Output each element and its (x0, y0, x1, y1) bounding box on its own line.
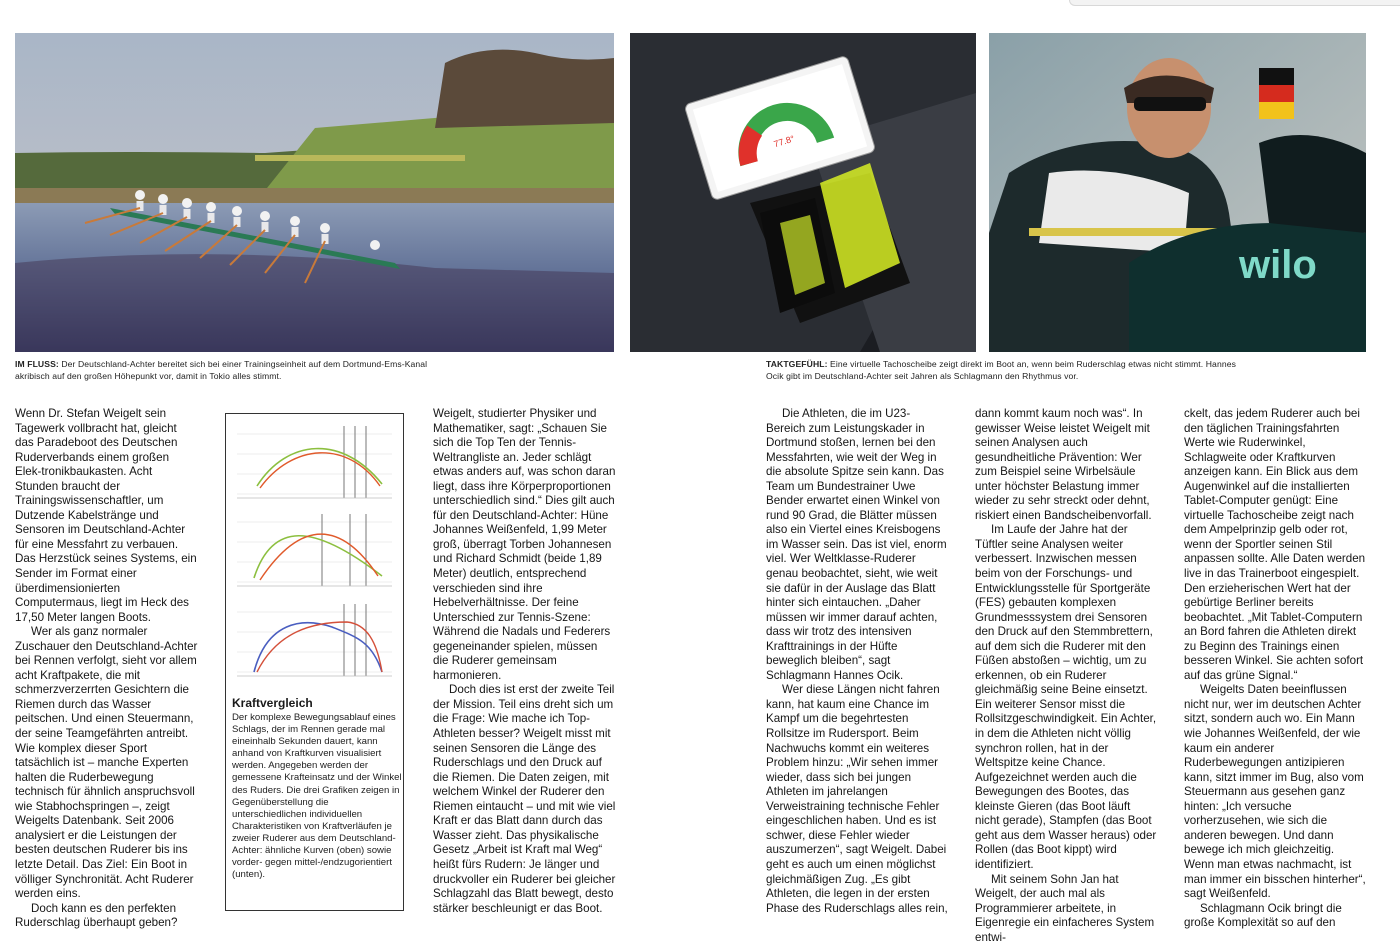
window-edge (1069, 0, 1400, 6)
article-column-3 (766, 407, 949, 916)
force-comparison-box (225, 413, 404, 911)
article-column-1 (15, 407, 198, 931)
paragraph: Weigelt, studierter Physiker und Mathematiker, sagt: „Schauen Sie sich die Top Ten der Tennis-Weltrangliste an. Jeder schlägt etwas anders auf, was schon daran liegt, dass ihre Körperproportionen unterschiedlich sind.“ Dies gilt auch für den Deutschland-Achter: Hüne Johannes Weißenfeld, 1,99 Meter groß, überragt Torben Johannesen und Richard Schmidt (beide 1,89 Meter) deutlich, entsprechend verschieden sind ihre Hebelverhältnisse. Der feine Unterschied zur Tennis-Szene: Während die Nadals und Federers gegeneinander spielen, müssen die Ruderer gemeinsam harmonieren. (433, 407, 616, 683)
paragraph: Wer diese Längen nicht fahren kann, hat kaum eine Chance im Kampf um die begehrtesten Rollsitze im Rudersport. Beim Nachwuchs kommt ein weiteres Problem hinzu: „Wir sehen immer wieder, dass sich bei jungen Athleten im jahrelangen Verweistraining technische Fehler eingeschlichen haben. Und es ist schwer, diese Fehler wieder auszumerzen“, sagt Weigelt. Dabei geht es auch um einen möglichst gleichmäßigen Zug. „Es gibt Athleten, die legen in der ersten Phase des Ruderschlags alles rein, (766, 683, 949, 916)
rowing-eight-on-canal-photo (15, 33, 614, 352)
article-column-4 (975, 407, 1158, 945)
caption-label: IM FLUSS: (15, 359, 59, 369)
paragraph: Weigelts Daten beeinflussen nicht nur, wer im deutschen Achter sitzt, sondern auch wo. Ein Mann wie Johannes Weißenfeld, der wie kaum ein anderer Ruderbewegungen antizipieren kann, sitzt immer im Bug, also vom Steuermann aus gesehen ganz hinten: „Ich versuche vorherzusehen, wie sich die anderen bewegen. Und dann bewege ich mich gleichzeitig. Wenn man etwas nachmacht, ist man immer ein bisschen hinterher“, sagt Weißenfeld. (1184, 683, 1366, 901)
tablet-photo-caption (766, 358, 1256, 382)
tablet-speedometer-in-boat-photo (630, 33, 976, 352)
paragraph: Doch dies ist erst der zweite Teil der Mission. Teil eins dreht sich um die Frage: Wie mache ich Top-Athleten besser? Weigelt misst mit seinen Sensoren die Länge des Ruderschlags und den Druck auf die Riemen. Die Daten zeigen, mit welchem Winkel der Ruderer den Riemen eintaucht – und mit wie viel Kraft er das Blatt dann durch das Wasser zieht. Das physikalische Gesetz „Arbeit ist Kraft mal Weg“ heißt fürs Rudern: Je länger und druckvoller ein Ruderer bei gleicher Schlagzahl das Blatt bewegt, desto stärker beschleunigt er das Boot. (433, 683, 616, 916)
paragraph: ckelt, das jedem Ruderer auch bei den täglichen Trainingsfahrten Werte wie Ruderwinkel, Schlagweite oder Kraftkurven anzeigen kann. Ein Blick aus dem Augenwinkel auf die installierten Tablet-Computer genügt: Eine virtuelle Tachoscheibe zeigt nach dem Ampelprinzip gelb oder rot, wenn der Sportler seinen Stil anpassen sollte. Alle Daten werden live in das Trainerboot eingespielt. Den erzieherischen Wert hat der gebürtige Berliner bereits beobachtet. „Mit Tablet-Computern an Bord fahren die Athleten direkt zu Beginn des Trainings einen besseren Winkel. Sie achten sofort auf das grüne Signal.“ (1184, 407, 1366, 683)
paragraph: Im Laufe der Jahre hat der Tüftler seine Analysen weiter verbessert. Inzwischen messen beim von der Forschungs- und Entwicklungsstelle für Sportgeräte (FES) gebauten komplexen Grundmesssystem drei Sensoren den Druck auf den Stemmbrettern, auf dem sich die Ruderer mit den Füßen abstoßen – wichtig, um zu erkennen, ob ein Ruderer gleichmäßig seine Beine einsetzt. Ein weiterer Sensor misst die Rollsitzgeschwindigkeit. Ein Achter, in dem die Athleten nicht völlig synchron rollen, hat in der Weltspitze keine Chance. Aufgezeichnet werden auch die Bewegungen des Bootes, das kleinste Gieren (das Boot läuft nicht gerade), Stampfen (das Boot geht aus dem Wasser heraus) oder Rollen (das Boot kippt) wird identifiziert. (975, 523, 1158, 872)
river-photo-caption (15, 358, 455, 382)
paragraph: Wer als ganz normaler Zuschauer den Deutschland-Achter bei Rennen verfolgt, sieht vor allem acht Kraftpakete, die mit schmerzverzerrten Gesichtern die Riemen durch das Wasser peitschen. Und einen Steuermann, der seine Teamgefährten antreibt. Wie komplex dieser Sport tatsächlich ist – manche Experten halten die Ruderbewegung technisch für ähnlich anspruchsvoll wie Stabhochspringen –, zeigt Weigelts Datenbank. Seit 2006 analysiert er die Leistungen der besten deutschen Ruderer bis ins letzte Detail. Das Ziel: Ein Boot in völliger Synchronität. Acht Ruderer werden eins. (15, 625, 198, 901)
wilo-logo: wilo (1238, 243, 1317, 287)
gauge-value: 77.8° (773, 133, 797, 149)
paragraph: Doch kann es den perfekten Ruderschlag überhaupt geben? (15, 902, 198, 931)
box-title: Kraftvergleich (232, 696, 313, 710)
paragraph: Die Athleten, die im U23-Bereich zum Leistungskader in Dortmund stoßen, lernen bei den Messfahrten, wie weit der Weg in die absolute Spitze sein kann. Das Team um Bundestrainer Uwe Bender erwartet einen Winkel von rund 90 Grad, die Blätter müssen also ein Viertel eines Kreisbogens im Wasser sein. Das ist viel, enorm viel. Wer Weltklasse-Ruderer genau beobachtet, sieht, wie weit sie dafür in der Auslage das Blatt hinter sich eintauchen. „Daher müssen wir immer darauf achten, dass wir trotz des intensiven Krafttrainings in der Hüfte beweglich bleiben“, sagt Schlagmann Hannes Ocik. (766, 407, 949, 683)
paragraph: dann kommt kaum noch was“. In gewisser Weise leistet Weigelt mit seinen Analysen auch gesundheitliche Prävention: Wer zum Beispiel seine Wirbelsäule unter höchster Belastung immer wieder zu sehr streckt oder dehnt, riskiert einen Bandscheibenvorfall. (975, 407, 1158, 523)
paragraph: Wenn Dr. Stefan Weigelt sein Tagewerk vollbracht hat, gleicht das Paradeboot des Deutschen Ruderverbands einem großen Elek-tronikbaukasten. Acht Stunden braucht der Trainingswissenschaftler, um Dutzende Kabelstränge und Sensoren im Deutschland-Achter für eine Messfahrt zu verbauen. Das Herzstück seines Systems, ein Sender im Format einer überdimensionierten Computermaus, liegt im Heck des 17,50 Meter langen Boots. (15, 407, 198, 625)
box-description: Der komplexe Bewegungsablauf eines Schlags, der im Rennen gerade mal eineinhalb Sekunden dauert, kann anhand von Kraftkurven visualisiert werden. Angegeben werden der gemessene Krafteinsatz und der Winkel des Ruders. Die drei Grafiken zeigen in Gegenüberstellung die unterschiedlichen individuellen Charakteristiken von Kraftverläufen je zweier Ruderer aus dem Deutschland-Achter: ähnliche Kurven (oben) sowie vorder- gegen mittel-/endzugorientiert (unten). (232, 712, 402, 881)
force-curve-mixed (232, 512, 397, 594)
article-column-2 (433, 407, 616, 916)
force-curve-front-vs-end (232, 602, 397, 684)
caption-label: TAKTGEFÜHL: (766, 359, 828, 369)
force-curve-similar (232, 424, 397, 506)
paragraph: Mit seinem Sohn Jan hat Weigelt, der auch mal als Programmierer arbeitete, in Eigenregie ein einfacheres System entwi- (975, 873, 1158, 945)
stroke-rower-photo (989, 33, 1366, 352)
caption-text: Der Deutschland-Achter bereitet sich bei einer Trainingseinheit auf dem Dortmund-Ems-Kanal akribisch auf den großen Höhepunkt vor, damit in Tokio alles stimmt. (15, 359, 427, 381)
article-column-5 (1184, 407, 1366, 931)
caption-text: Eine virtuelle Tachoscheibe zeigt direkt im Boot an, wenn beim Ruderschlag etwas nicht stimmt. Hannes Ocik gibt im Deutschland-Achter seit Jahren als Schlagmann den Rhythmus vor. (766, 359, 1236, 381)
paragraph: Schlagmann Ocik bringt die große Komplexität so auf den (1184, 902, 1366, 931)
